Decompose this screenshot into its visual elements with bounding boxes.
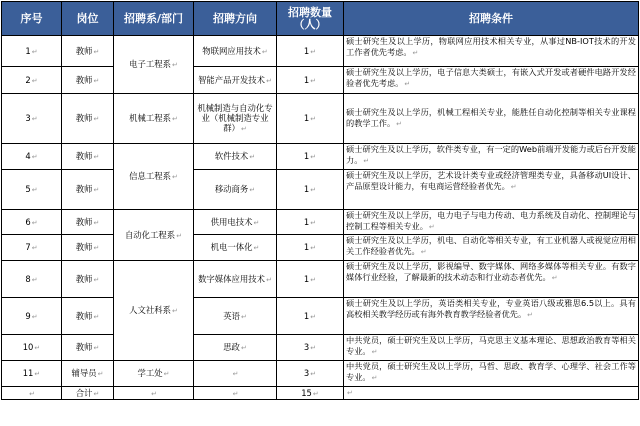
requirements-cell: 硕士研究生及以上学历，机械工程相关专业，能胜任自动化控制等相关专业课程的教学工作。↵ xyxy=(344,94,639,144)
direction-cell: 数字媒体应用技术↵ xyxy=(194,261,277,298)
seq-cell: 10↵ xyxy=(2,335,62,361)
requirements-cell: 中共党员，硕士研究生及以上学历，马克思主义基本理论、思想政治教育等相关专业。↵ xyxy=(344,335,639,361)
direction-cell: 供用电技术↵ xyxy=(194,210,277,235)
post-cell: 教师↵ xyxy=(62,235,114,261)
seq-cell: 8↵ xyxy=(2,261,62,298)
count-cell: 1↵ xyxy=(277,94,344,144)
requirements-cell: 硕士研究生及以上学历，物联网应用技术相关专业，从事过NB-IOT技术的开发工作者优先考虑。↵ xyxy=(344,36,639,67)
count-cell: 1↵ xyxy=(277,261,344,298)
dept-cell: 电子工程系↵ xyxy=(114,36,194,94)
total-seq-cell: ↵ xyxy=(2,387,62,400)
post-cell: 教师↵ xyxy=(62,67,114,94)
total-requirements-cell: ↵ xyxy=(344,387,639,400)
requirements-cell: 硕士研究生及以上学历，英语类相关专业，专业英语八级或雅思6.5以上。具有高校相关教学经历或有海外教育教学经验者优先。↵ xyxy=(344,298,639,335)
count-cell: 1↵ xyxy=(277,235,344,261)
direction-cell: 物联网应用技术↵ xyxy=(194,36,277,67)
total-row xyxy=(2,387,639,400)
dept-cell: 自动化工程系↵ xyxy=(114,210,194,261)
direction-cell: 英语↵ xyxy=(194,298,277,335)
table-row xyxy=(2,144,639,170)
seq-cell: 3↵ xyxy=(2,94,62,144)
seq-cell: 1↵ xyxy=(2,36,62,67)
seq-cell: 7↵ xyxy=(2,235,62,261)
requirements-cell: 硕士研究生及以上学历，机电、自动化等相关专业，有工业机器人或视觉应用相关工作经验者优先。↵ xyxy=(344,235,639,261)
table-row xyxy=(2,298,639,335)
header-requirements: 招聘条件 xyxy=(344,2,639,36)
header-seq: 序号 xyxy=(2,2,62,36)
post-cell: 教师↵ xyxy=(62,261,114,298)
direction-cell: 智能产品开发技术↵ xyxy=(194,67,277,94)
dept-cell: 信息工程系↵ xyxy=(114,144,194,210)
recruitment-table xyxy=(1,1,639,400)
table-row xyxy=(2,235,639,261)
post-cell: 教师↵ xyxy=(62,144,114,170)
dept-cell: 机械工程系↵ xyxy=(114,94,194,144)
table-row xyxy=(2,261,639,298)
post-cell: 教师↵ xyxy=(62,170,114,210)
requirements-cell: 硕士研究生及以上学历，艺术设计类专业或经济管理类专业，具备移动UI设计、产品原型设计能力，有电商运营经验者优先。↵ xyxy=(344,170,639,210)
table-row xyxy=(2,210,639,235)
seq-cell: 9↵ xyxy=(2,298,62,335)
total-label: 合计↵ xyxy=(62,387,114,400)
direction-cell: 机电一体化↵ xyxy=(194,235,277,261)
total-count: 15↵ xyxy=(277,387,344,400)
table-row xyxy=(2,94,639,144)
header-direction: 招聘方向 xyxy=(194,2,277,36)
header-count: 招聘数量（人） xyxy=(277,2,344,36)
seq-cell: 4↵ xyxy=(2,144,62,170)
total-dept-cell: ↵ xyxy=(114,387,194,400)
seq-cell: 5↵ xyxy=(2,170,62,210)
requirements-cell: 硕士研究生及以上学历，电子信息大类硕士，有嵌入式开发或者硬件电路开发经验者优先考虑。↵ xyxy=(344,67,639,94)
post-cell: 教师↵ xyxy=(62,36,114,67)
direction-cell: ↵ xyxy=(194,361,277,387)
direction-cell: 软件技术↵ xyxy=(194,144,277,170)
post-cell: 教师↵ xyxy=(62,94,114,144)
post-cell: 教师↵ xyxy=(62,210,114,235)
count-cell: 3↵ xyxy=(277,335,344,361)
count-cell: 1↵ xyxy=(277,170,344,210)
table-row xyxy=(2,170,639,210)
direction-cell: 移动商务↵ xyxy=(194,170,277,210)
count-cell: 1↵ xyxy=(277,298,344,335)
table-row xyxy=(2,335,639,361)
direction-cell: 思政↵ xyxy=(194,335,277,361)
count-cell: 1↵ xyxy=(277,210,344,235)
post-cell: 教师↵ xyxy=(62,335,114,361)
count-cell: 3↵ xyxy=(277,361,344,387)
header-row xyxy=(2,2,639,36)
dept-cell: 学工处↵ xyxy=(114,361,194,387)
post-cell: 教师↵ xyxy=(62,298,114,335)
count-cell: 1↵ xyxy=(277,144,344,170)
seq-cell: 2↵ xyxy=(2,67,62,94)
header-dept: 招聘系/部门 xyxy=(114,2,194,36)
table-row xyxy=(2,361,639,387)
requirements-cell: 中共党员，硕士研究生及以上学历，马哲、思政、教育学、心理学、社会工作等专业。↵ xyxy=(344,361,639,387)
seq-cell: 6↵ xyxy=(2,210,62,235)
count-cell: 1↵ xyxy=(277,36,344,67)
seq-cell: 11↵ xyxy=(2,361,62,387)
requirements-cell: 硕士研究生及以上学历，电力电子与电力传动、电力系统及自动化、控制理论与控制工程等相关专业。↵ xyxy=(344,210,639,235)
requirements-cell: 硕士研究生及以上学历，软件类专业，有一定的Web前端开发能力或后台开发能力。↵ xyxy=(344,144,639,170)
count-cell: 1↵ xyxy=(277,67,344,94)
direction-cell: 机械制造与自动化专业（机械制造专业群）↵ xyxy=(194,94,277,144)
header-post: 岗位 xyxy=(62,2,114,36)
dept-cell: 人文社科系↵ xyxy=(114,261,194,361)
total-direction-cell: ↵ xyxy=(194,387,277,400)
requirements-cell: 硕士研究生及以上学历，影视编导、数字媒体、网络多媒体等相关专业。有数字媒体行业经验，了解最新的技术动态和行业动态者优先。↵ xyxy=(344,261,639,298)
post-cell: 辅导员↵ xyxy=(62,361,114,387)
table-row xyxy=(2,36,639,67)
table-row xyxy=(2,67,639,94)
